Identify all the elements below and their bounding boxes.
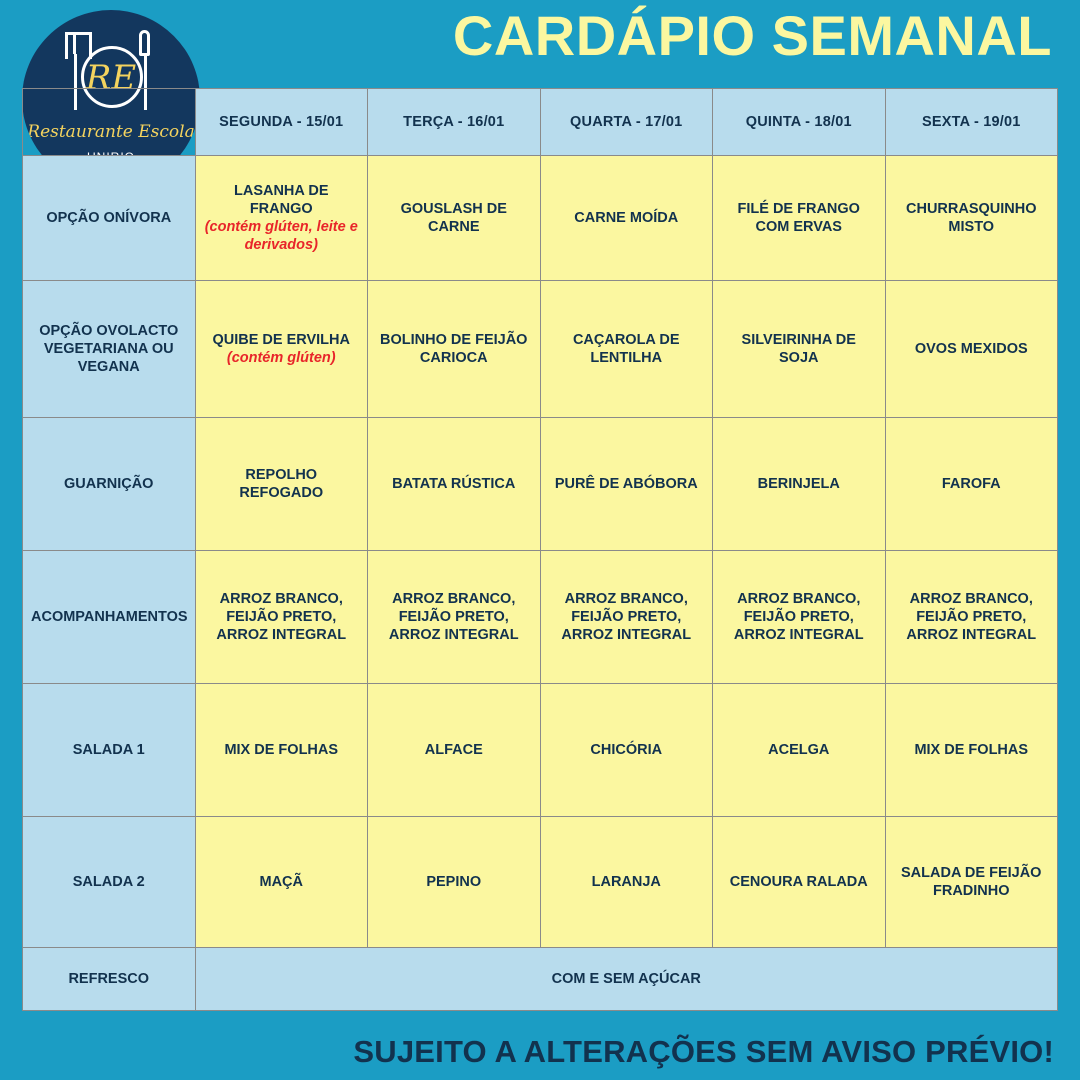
logo-name: Restaurante Escola <box>27 122 195 142</box>
cell-text: PURÊ DE ABÓBORA <box>554 475 698 492</box>
cell-onivora-tuesday <box>368 156 541 281</box>
cell-text: ARROZ BRANCO, FEIJÃO PRETO, ARROZ INTEGRAL <box>216 590 347 644</box>
cell-text: MIX DE FOLHAS <box>914 741 1029 758</box>
cell-text: LASANHA DE FRANGO <box>233 182 329 217</box>
cell-onivora-monday <box>195 156 368 281</box>
table-header-row <box>23 89 1058 156</box>
cell-onivora-thursday <box>713 156 886 281</box>
weekly-menu-table <box>22 88 1058 1011</box>
cell-salada1-monday <box>195 684 368 817</box>
table-row <box>23 551 1058 684</box>
table-row <box>23 156 1058 281</box>
cell-salada2-monday <box>195 817 368 948</box>
cell-acompanhamentos-wednesday <box>540 551 713 684</box>
cell-salada1-wednesday <box>540 684 713 817</box>
cell-text: CHICÓRIA <box>590 741 663 758</box>
cell-vegetariana-tuesday <box>368 281 541 418</box>
cell-vegetariana-monday <box>195 281 368 418</box>
cell-text: ARROZ BRANCO, FEIJÃO PRETO, ARROZ INTEGRAL <box>561 590 692 644</box>
cell-acompanhamentos-thursday <box>713 551 886 684</box>
row-label-acompanhamentos: ACOMPANHAMENTOS <box>23 551 196 684</box>
cell-text: LARANJA <box>591 873 661 890</box>
cell-acompanhamentos-friday <box>885 551 1058 684</box>
cell-text: REPOLHO REFOGADO <box>239 466 324 501</box>
cell-guarnicao-monday <box>195 418 368 551</box>
table-row <box>23 418 1058 551</box>
cell-text: FILÉ DE FRANGO COM ERVAS <box>737 200 860 235</box>
disclaimer-text: SUJEITO A ALTERAÇÕES SEM AVISO PRÉVIO! <box>353 1034 1054 1069</box>
cell-text: BOLINHO DE FEIJÃO CARIOCA <box>380 331 528 366</box>
day-header-monday: SEGUNDA - 15/01 <box>195 89 368 156</box>
day-header-friday: SEXTA - 19/01 <box>885 89 1058 156</box>
cell-text: GOUSLASH DE CARNE <box>400 200 507 235</box>
cell-salada2-friday <box>885 817 1058 948</box>
cell-salada2-tuesday <box>368 817 541 948</box>
cell-text: ARROZ BRANCO, FEIJÃO PRETO, ARROZ INTEGRAL <box>388 590 519 644</box>
row-label-onivora: OPÇÃO ONÍVORA <box>23 156 196 281</box>
cell-text: MIX DE FOLHAS <box>224 741 339 758</box>
cell-salada1-tuesday <box>368 684 541 817</box>
cell-text: CENOURA RALADA <box>729 873 868 890</box>
cell-vegetariana-friday <box>885 281 1058 418</box>
day-header-thursday: QUINTA - 18/01 <box>713 89 886 156</box>
cell-note: (contém glúten, leite e derivados) <box>204 219 358 254</box>
cell-onivora-wednesday <box>540 156 713 281</box>
cell-salada1-friday <box>885 684 1058 817</box>
cell-vegetariana-thursday <box>713 281 886 418</box>
cell-salada2-thursday <box>713 817 886 948</box>
table-corner-cell <box>23 89 196 156</box>
logo-monogram: RE <box>85 58 137 98</box>
cell-text: FAROFA <box>941 475 1001 492</box>
row-label-refresco: REFRESCO <box>23 948 196 1011</box>
day-header-wednesday: QUARTA - 17/01 <box>540 89 713 156</box>
row-label-vegetariana: OPÇÃO OVOLACTO VEGETARIANA OU VEGANA <box>23 281 196 418</box>
day-header-tuesday: TERÇA - 16/01 <box>368 89 541 156</box>
cell-acompanhamentos-tuesday <box>368 551 541 684</box>
cell-text: BATATA RÚSTICA <box>392 475 516 492</box>
cell-text: CARNE MOÍDA <box>574 209 679 226</box>
cell-text: ALFACE <box>424 741 483 758</box>
table-row-refresco <box>23 948 1058 1011</box>
cell-text: SALADA DE FEIJÃO FRADINHO <box>901 864 1042 899</box>
cell-salada2-wednesday <box>540 817 713 948</box>
cell-note: (contém glúten) <box>226 350 336 366</box>
cell-text: CHURRASQUINHO MISTO <box>906 200 1037 235</box>
cell-text: PEPINO <box>426 873 482 890</box>
table-row <box>23 281 1058 418</box>
cell-acompanhamentos-monday <box>195 551 368 684</box>
cell-text: ARROZ BRANCO, FEIJÃO PRETO, ARROZ INTEGRAL <box>733 590 864 644</box>
cell-text: ARROZ BRANCO, FEIJÃO PRETO, ARROZ INTEGRAL <box>906 590 1037 644</box>
cell-text: CAÇAROLA DE LENTILHA <box>572 331 680 366</box>
table-row <box>23 817 1058 948</box>
cell-salada1-thursday <box>713 684 886 817</box>
page-title: CARDÁPIO SEMANAL <box>452 4 1052 67</box>
row-label-guarnicao: GUARNIÇÃO <box>23 418 196 551</box>
row-label-salada-1: SALADA 1 <box>23 684 196 817</box>
cell-refresco-value: COM E SEM AÇÚCAR <box>195 948 1058 1011</box>
cell-vegetariana-wednesday <box>540 281 713 418</box>
cell-text: SILVEIRINHA DE SOJA <box>741 331 856 366</box>
row-label-salada-2: SALADA 2 <box>23 817 196 948</box>
cell-guarnicao-thursday <box>713 418 886 551</box>
cell-guarnicao-wednesday <box>540 418 713 551</box>
cell-guarnicao-friday <box>885 418 1058 551</box>
cell-text: OVOS MEXIDOS <box>914 340 1028 357</box>
cell-text: BERINJELA <box>757 475 840 492</box>
cell-text: MAÇÃ <box>259 873 303 890</box>
cell-onivora-friday <box>885 156 1058 281</box>
cell-guarnicao-tuesday <box>368 418 541 551</box>
cell-text: QUIBE DE ERVILHA <box>212 331 350 348</box>
cell-text: ACELGA <box>768 741 830 758</box>
table-row <box>23 684 1058 817</box>
